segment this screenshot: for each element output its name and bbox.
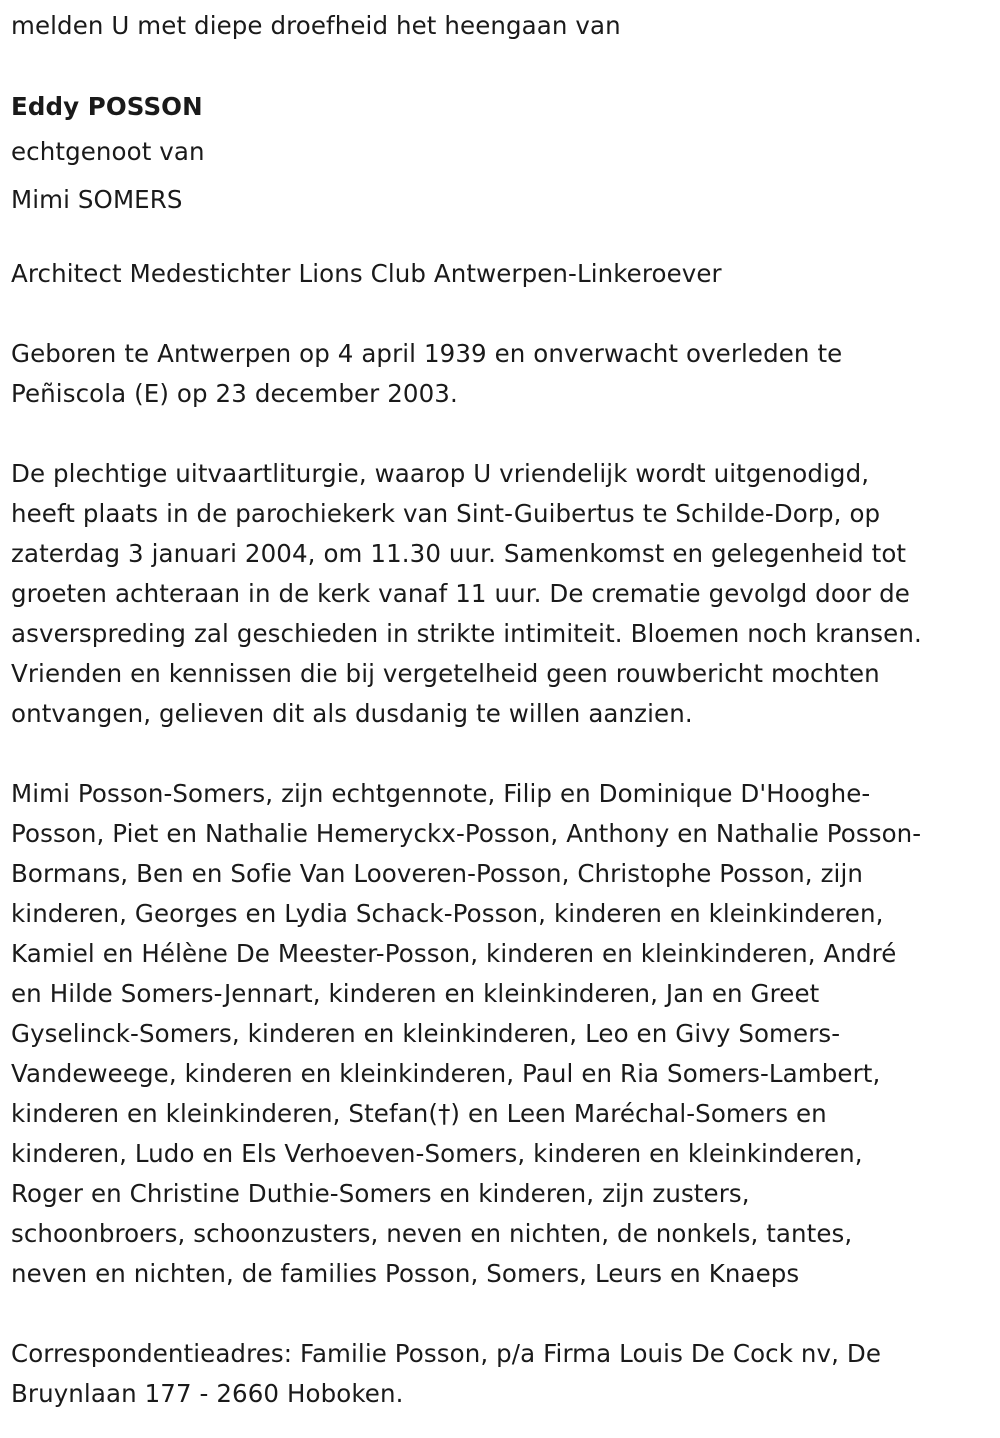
profession-text: Architect Medestichter Lions Club Antwerpen-Linkeroever bbox=[11, 259, 722, 288]
paragraph-line: Bormans, Ben en Sofie Van Looveren-Posson, Christophe Posson, zijn bbox=[11, 859, 863, 888]
paragraph-line: Kamiel en Hélène De Meester-Posson, kinderen en kleinkinderen, André bbox=[11, 939, 897, 968]
paragraph-line: zaterdag 3 januari 2004, om 11.30 uur. Samenkomst en gelegenheid tot bbox=[11, 539, 907, 568]
paragraph-line: ontvangen, gelieven dit als dusdanig te willen aanzien. bbox=[11, 699, 693, 728]
paragraph-line: Posson, Piet en Nathalie Hemeryckx-Posson, Anthony en Nathalie Posson- bbox=[11, 819, 922, 848]
intro-text: melden U met diepe droefheid het heengaan van bbox=[11, 11, 621, 40]
family-paragraph bbox=[11, 774, 993, 1294]
spouse-name: Mimi SOMERS bbox=[11, 185, 183, 214]
paragraph-line: Vrienden en kennissen die bij vergetelheid geen rouwbericht mochten bbox=[11, 659, 880, 688]
paragraph-line: Peñiscola (E) op 23 december 2003. bbox=[11, 379, 458, 408]
death-notice bbox=[11, 0, 993, 1414]
paragraph-line: De plechtige uitvaartliturgie, waarop U vriendelijk wordt uitgenodigd, bbox=[11, 459, 870, 488]
address-paragraph bbox=[11, 1334, 993, 1414]
paragraph-line: neven en nichten, de families Posson, Somers, Leurs en Knaeps bbox=[11, 1259, 800, 1288]
profession-paragraph bbox=[11, 254, 993, 294]
paragraph-line: kinderen, Ludo en Els Verhoeven-Somers, kinderen en kleinkinderen, bbox=[11, 1139, 863, 1168]
paragraph-line: asverspreding zal geschieden in strikte intimiteit. Bloemen noch kransen. bbox=[11, 619, 922, 648]
deceased-name: Eddy POSSON bbox=[11, 92, 203, 121]
paragraph-line: Roger en Christine Duthie-Somers en kinderen, zijn zusters, bbox=[11, 1179, 750, 1208]
paragraph-line: Gyselinck-Somers, kinderen en kleinkinderen, Leo en Givy Somers- bbox=[11, 1019, 841, 1048]
paragraph-line: Vandeweege, kinderen en kleinkinderen, Paul en Ria Somers-Lambert, bbox=[11, 1059, 881, 1088]
paragraph-line: Geboren te Antwerpen op 4 april 1939 en onverwacht overleden te bbox=[11, 339, 843, 368]
paragraph-line: Correspondentieadres: Familie Posson, p/a Firma Louis De Cock nv, De bbox=[11, 1339, 882, 1368]
paragraph-line: Mimi Posson-Somers, zijn echtgennote, Filip en Dominique D'Hooghe- bbox=[11, 779, 871, 808]
paragraph-line: schoonbroers, schoonzusters, neven en nichten, de nonkels, tantes, bbox=[11, 1219, 853, 1248]
birth-death-paragraph bbox=[11, 334, 993, 414]
paragraph-line: Bruynlaan 177 - 2660 Hoboken. bbox=[11, 1379, 404, 1408]
ceremony-paragraph bbox=[11, 454, 993, 734]
paragraph-line: en Hilde Somers-Jennart, kinderen en kleinkinderen, Jan en Greet bbox=[11, 979, 820, 1008]
relation-label: echtgenoot van bbox=[11, 137, 205, 166]
paragraph-line: groeten achteraan in de kerk vanaf 11 uur. De crematie gevolgd door de bbox=[11, 579, 910, 608]
paragraph-line: heeft plaats in de parochiekerk van Sint-Guibertus te Schilde-Dorp, op bbox=[11, 499, 881, 528]
paragraph-line: kinderen en kleinkinderen, Stefan(†) en Leen Maréchal-Somers en bbox=[11, 1099, 827, 1128]
paragraph-line: kinderen, Georges en Lydia Schack-Posson, kinderen en kleinkinderen, bbox=[11, 899, 884, 928]
